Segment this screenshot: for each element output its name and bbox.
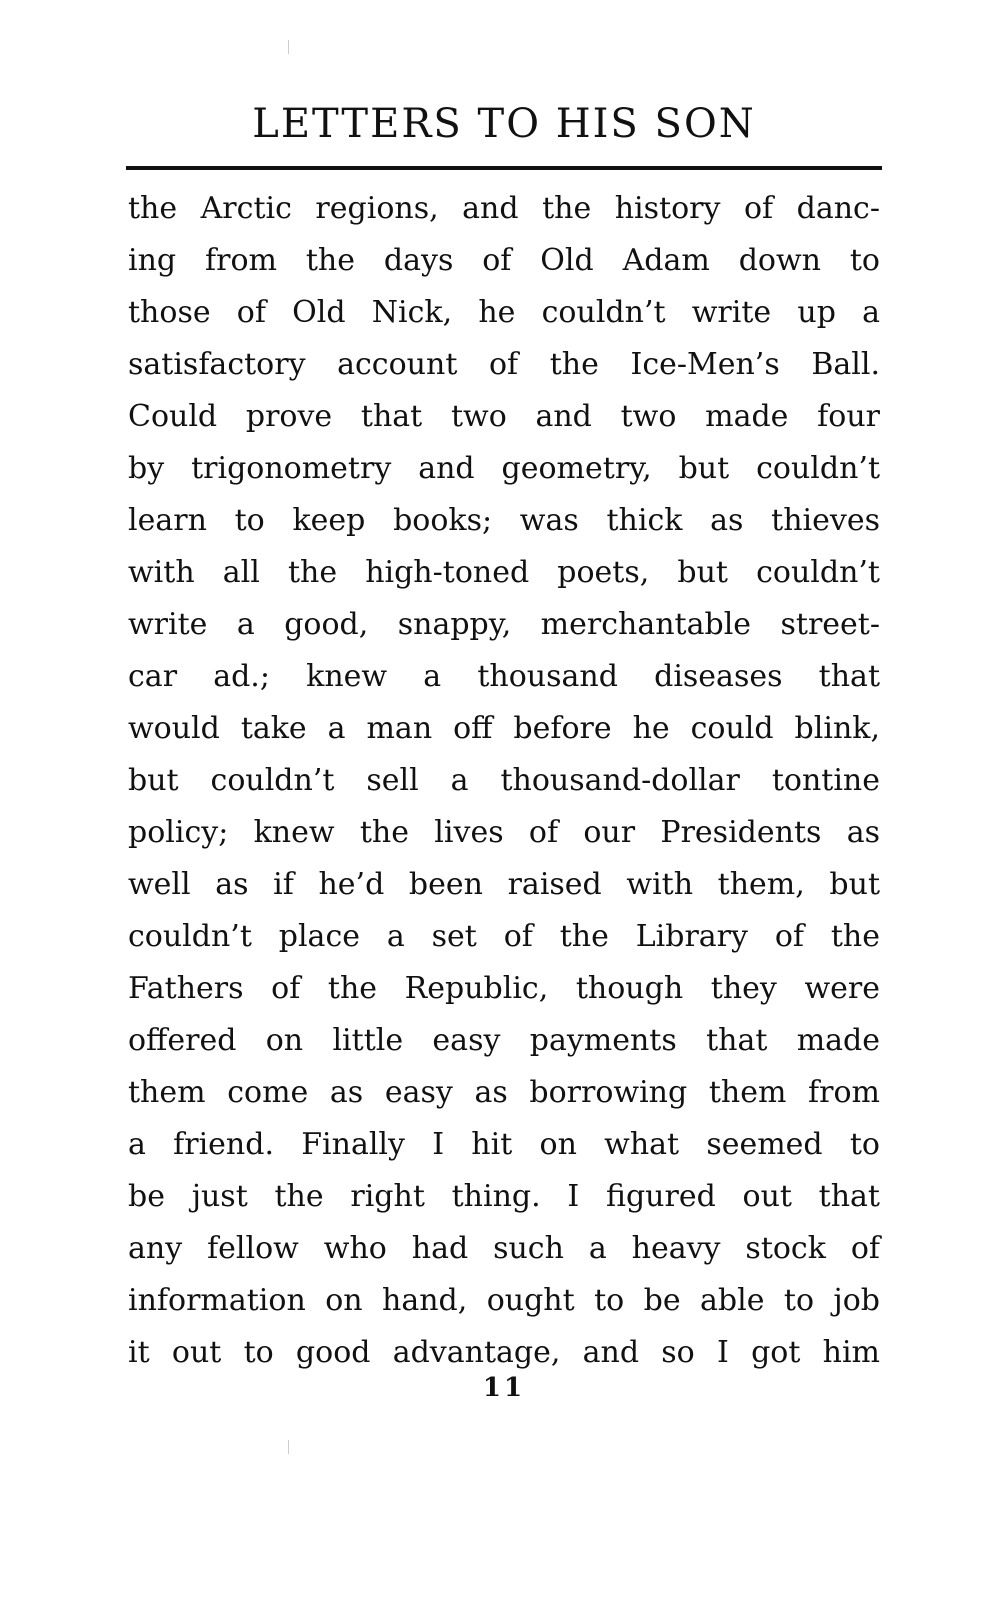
text-line: it out to good advantage, and so I got him [128, 1335, 880, 1370]
text-line: learn to keep books; was thick as thieves [128, 503, 880, 538]
text-line: policy; knew the lives of our Presidents as [128, 815, 880, 850]
bottom-edge-mark [288, 1440, 289, 1454]
text-line: Fathers of the Republic, though they were [128, 971, 880, 1006]
text-line: satisfactory account of the Ice-Men’s Ball. [128, 347, 880, 382]
page-number: 11 [482, 1373, 526, 1403]
text-line: offered on little easy payments that made [128, 1023, 880, 1058]
running-head: LETTERS TO HIS SON [252, 101, 756, 147]
text-line: information on hand, ought to be able to job [128, 1283, 880, 1318]
text-line: with all the high-toned poets, but couldn’t [128, 555, 880, 590]
text-line: would take a man off before he could blink, [128, 711, 880, 746]
top-edge-mark [288, 40, 289, 54]
text-line: ing from the days of Old Adam down to [128, 243, 880, 278]
text-line: by trigonometry and geometry, but couldn’t [128, 451, 880, 486]
text-line: a friend. Finally I hit on what seemed to [128, 1127, 880, 1162]
text-line: well as if he’d been raised with them, but [128, 867, 880, 902]
text-line: but couldn’t sell a thousand-dollar tontine [128, 763, 880, 798]
text-line: be just the right thing. I figured out that [128, 1179, 880, 1214]
text-line: any fellow who had such a heavy stock of [128, 1231, 880, 1266]
text-line: Could prove that two and two made four [128, 399, 880, 434]
text-line: couldn’t place a set of the Library of the [128, 919, 880, 954]
text-line: those of Old Nick, he couldn’t write up a [128, 295, 880, 330]
text-line: write a good, snappy, merchantable street- [128, 607, 880, 642]
header-rule [126, 166, 882, 170]
text-line: car ad.; knew a thousand diseases that [128, 659, 880, 694]
body-text [128, 183, 880, 1379]
text-line: the Arctic regions, and the history of danc- [128, 191, 880, 226]
text-line: them come as easy as borrowing them from [128, 1075, 880, 1110]
